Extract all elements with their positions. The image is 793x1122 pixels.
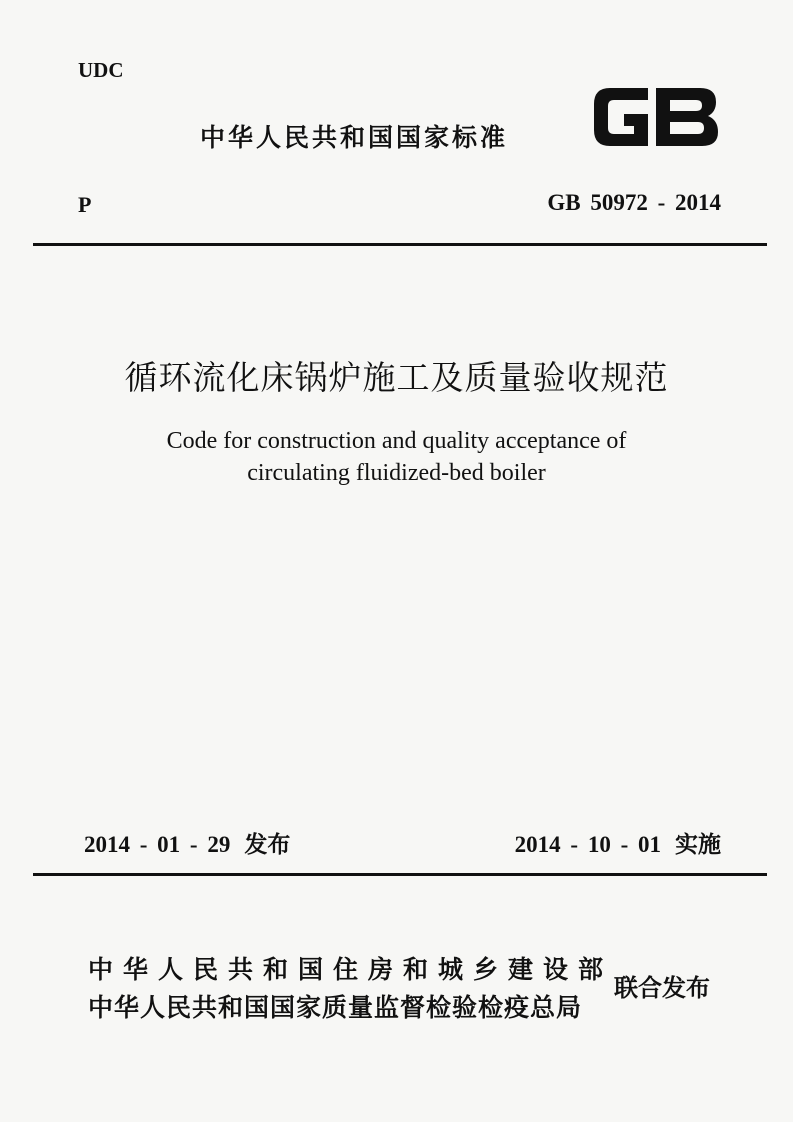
implement-date: 2014 - 10 - 01 — [514, 832, 661, 857]
bottom-divider — [33, 873, 767, 876]
issuer-aqsiq: 中华人民共和国国家质量监督检验检疫总局 — [88, 993, 583, 1022]
title-english — [0, 425, 793, 489]
title-chinese: 循环流化床锅炉施工及质量验收规范 — [124, 358, 669, 397]
udc-label: UDC — [78, 58, 124, 82]
title-english-line-2: circulating fluidized-bed boiler — [247, 460, 546, 486]
title-english-line-1: Code for construction and quality acceptance of — [166, 428, 627, 454]
standard-number: GB 50972 - 2014 — [547, 190, 721, 215]
implement-date-block — [515, 826, 721, 859]
gb-logo — [590, 84, 720, 150]
implement-label: 实施 — [675, 832, 721, 858]
issue-date: 2014 - 01 - 29 — [84, 832, 231, 857]
series-title: 中华人民共和国国家标准 — [200, 123, 509, 152]
issue-date-block — [84, 826, 290, 859]
top-divider — [33, 243, 767, 246]
issue-label: 发布 — [244, 832, 291, 858]
classification-code: P — [78, 192, 92, 217]
joint-issue-label: 联合发布 — [614, 974, 710, 1002]
issuer-ministry-housing: 中华人民共和国住房和城乡建设部 — [88, 955, 614, 984]
